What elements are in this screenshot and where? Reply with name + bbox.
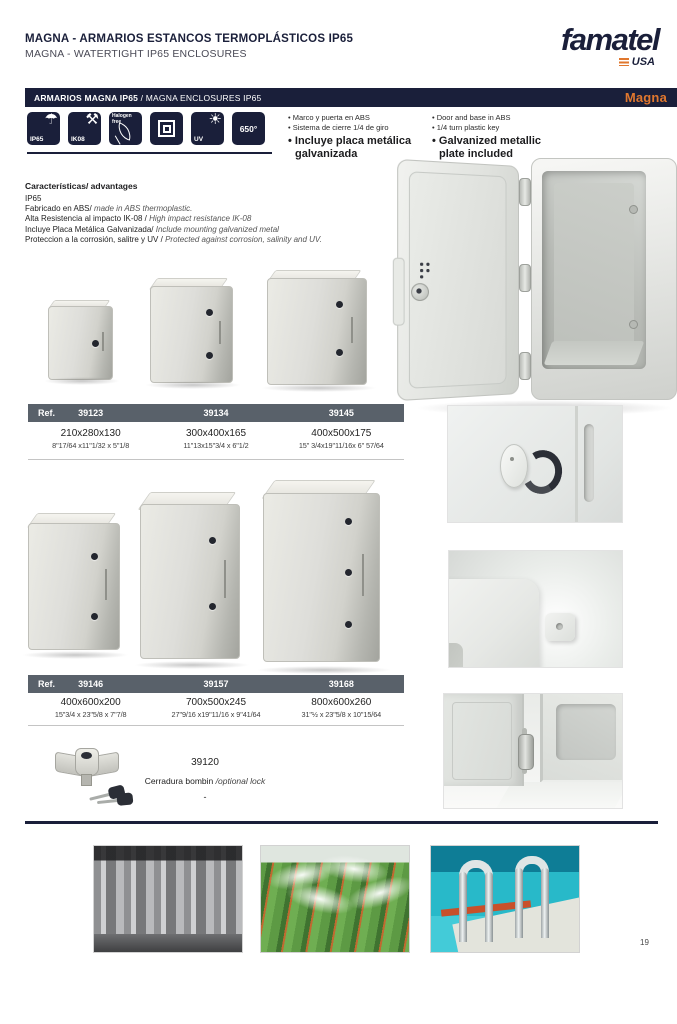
leaf-icon	[115, 122, 133, 140]
lock-dot	[345, 518, 352, 525]
ref-39134: 39134	[203, 408, 229, 418]
ik08-impact-icon: ⚒ IK08	[68, 112, 101, 145]
pool-application-photo	[430, 845, 580, 953]
wall-bracket-detail-photo	[448, 550, 623, 668]
spec-cell: 800x600x260 31"½ x 23"5/8 x 10"15/64	[301, 697, 382, 719]
enclosure-39157-photo	[140, 492, 240, 666]
page-title: MAGNA - ARMARIOS ESTANCOS TERMOPLÁSTICOS IP65	[25, 33, 354, 45]
double-insulation-icon	[150, 112, 183, 145]
ref-39145: 39145	[328, 408, 354, 418]
spec-table-body	[28, 697, 404, 719]
feature-bullet: • Marco y puerta en ABS	[288, 113, 370, 122]
open-enclosure-photo	[397, 158, 677, 408]
spec-cell: 400x600x200 15"3/4 x 23"5/8 x 7"7/8	[54, 697, 127, 719]
spec-cell: 210x280x130 8"17/64 x11"1/32 x 5"1/8	[52, 428, 130, 450]
ref-label: Ref.	[38, 408, 56, 418]
ref-39168: 39168	[328, 679, 354, 689]
lock-dot	[345, 621, 352, 628]
lock-caption: Cerradura bombin /optional lock	[144, 776, 266, 786]
spec-table-header	[28, 675, 404, 693]
characteristic-line: Proteccion a la corrosión, salitre y UV / Protected against corrosion, salinity and UV.	[25, 234, 322, 244]
section-header-bar	[25, 88, 677, 107]
door-lock-detail	[420, 262, 431, 279]
feature-bullet: • 1/4 turn plastic key	[432, 122, 500, 132]
page-number: 19	[640, 938, 649, 947]
divider	[28, 725, 404, 726]
characteristic-line: IP65	[25, 194, 42, 203]
divider	[28, 459, 404, 460]
glow-wire-650-icon: 650°	[232, 112, 265, 145]
spec-table-small	[28, 404, 404, 460]
feature-bullet: • Door and base in ABS	[432, 113, 511, 122]
footer-rule	[25, 821, 658, 824]
ref-39123: 39123	[78, 408, 104, 418]
spec-table-large	[28, 675, 404, 726]
brand-usa-label: USA	[631, 56, 655, 68]
series-tab-label: Magna	[624, 90, 667, 105]
uv-resistant-icon: ☀ UV	[191, 112, 224, 145]
lock-dot	[91, 553, 98, 560]
spec-table-body	[28, 428, 404, 450]
lock-dot	[206, 309, 213, 316]
brand-logo-text: famatel	[560, 22, 659, 57]
section-label	[34, 93, 261, 103]
hinge-knuckle	[518, 734, 534, 770]
characteristic-line: Fabricado en ABS/ made in ABS thermoplastic.	[25, 204, 193, 214]
lock-detail-photo	[447, 405, 623, 523]
ip65-icon: ☂ IP65	[27, 112, 60, 145]
feature-highlight: • Galvanized metallic plate included	[432, 135, 542, 160]
page-subtitle: MAGNA - WATERTIGHT IP65 ENCLOSURES	[25, 48, 247, 60]
section-label-rest: / MAGNA ENCLOSURES IP65	[138, 92, 262, 103]
characteristic-line: Alta Resistencia al impacto IK-08 / High impact resistance IK-08	[25, 214, 252, 224]
ref-39146: 39146	[78, 679, 104, 689]
lock-dot	[91, 613, 98, 620]
spec-cell: 300x400x165 11"13x15"3/4 x 6"1/2	[183, 428, 249, 450]
brand-logo	[561, 24, 659, 68]
lock-dot	[92, 340, 99, 347]
characteristic-line: Incluye Placa Metálica Galvanizada/ Include mounting galvanized metal	[25, 224, 279, 234]
enclosure-39145-photo	[267, 270, 367, 390]
door-knob	[411, 283, 429, 301]
industrial-application-photo	[93, 845, 243, 953]
enclosure-39123-photo	[48, 300, 113, 383]
enclosure-39168-photo	[263, 480, 380, 670]
section-label-bold: ARMARIOS MAGNA IP65	[34, 92, 139, 103]
features-spanish	[288, 113, 428, 160]
icons-divider	[27, 152, 272, 154]
characteristics-block	[25, 181, 405, 245]
enclosure-39146-photo	[28, 513, 120, 656]
lock-dash: -	[203, 792, 207, 802]
feature-bullet: • Sistema de cierre 1/4 de giro	[288, 122, 389, 132]
spec-cell: 700x500x245 27"9/16 x19"11/16 x 9"41/64	[171, 697, 261, 719]
ref-label: Ref.	[38, 679, 56, 689]
ref-39157: 39157	[203, 679, 229, 689]
enclosure-door	[397, 159, 519, 401]
enclosure-body	[531, 158, 677, 400]
feature-highlight: • Incluye placa metálica galvanizada	[288, 135, 412, 160]
features-english	[432, 113, 572, 160]
lock-ref-number: 39120	[191, 757, 219, 768]
brand-bars-icon	[619, 58, 629, 66]
spec-cell: 400x500x175 15" 3/4x19"11/16x 6" 57/64	[298, 428, 384, 450]
spec-table-header	[28, 404, 404, 422]
certification-icons	[27, 112, 265, 145]
halogen-free-icon: Halogen free	[109, 112, 142, 145]
hinge-detail-photo	[443, 693, 623, 809]
enclosure-39134-photo	[150, 278, 233, 387]
mounting-bracket	[545, 613, 575, 641]
irrigation-application-photo	[260, 845, 410, 953]
characteristics-heading: Características/ advantages	[25, 181, 138, 191]
